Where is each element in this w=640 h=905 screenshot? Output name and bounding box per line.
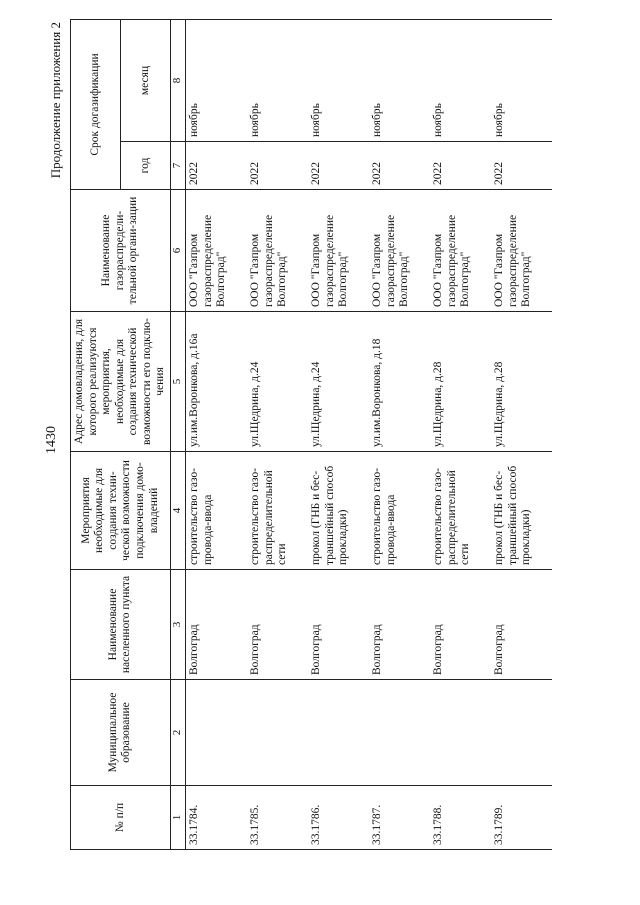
row-settlement: Волгоград bbox=[185, 570, 247, 680]
header-num: № п/п bbox=[71, 786, 171, 850]
header-year: год bbox=[120, 142, 170, 190]
row-org: ООО "Газпром газораспределение Волгоград" bbox=[247, 190, 308, 312]
row-address: ул.Щедрина, д.24 bbox=[308, 312, 369, 452]
row-settlement: Волгоград bbox=[491, 570, 552, 680]
column-number: 8 bbox=[170, 20, 185, 142]
row-month: ноябрь bbox=[369, 20, 430, 142]
table-row bbox=[308, 20, 369, 850]
row-year: 2022 bbox=[369, 142, 430, 190]
row-num: 33.1785. bbox=[247, 786, 308, 850]
row-org: ООО "Газпром газораспределение Волгоград" bbox=[308, 190, 369, 312]
table-row bbox=[491, 20, 552, 850]
table-row bbox=[247, 20, 308, 850]
row-month: ноябрь bbox=[185, 20, 247, 142]
row-num: 33.1787. bbox=[369, 786, 430, 850]
page-header bbox=[40, 20, 70, 850]
row-year: 2022 bbox=[491, 142, 552, 190]
column-number-row bbox=[170, 20, 185, 850]
page-number: 1430 bbox=[44, 426, 59, 454]
row-address: ул.Щедрина, д.24 bbox=[247, 312, 308, 452]
rotated-document bbox=[40, 20, 630, 850]
column-number: 3 bbox=[170, 570, 185, 680]
row-settlement: Волгоград bbox=[308, 570, 369, 680]
row-settlement: Волгоград bbox=[369, 570, 430, 680]
row-municipality bbox=[369, 680, 430, 786]
column-number: 5 bbox=[170, 312, 185, 452]
row-measure: строительство газо-распределительной сети bbox=[247, 452, 308, 570]
row-municipality bbox=[430, 680, 491, 786]
row-num: 33.1788. bbox=[430, 786, 491, 850]
row-municipality bbox=[185, 680, 247, 786]
header-settlement: Наименование населенного пункта bbox=[71, 570, 171, 680]
row-num: 33.1784. bbox=[185, 786, 247, 850]
row-month: ноябрь bbox=[308, 20, 369, 142]
row-measure: строительство газо-распределительной сети bbox=[430, 452, 491, 570]
row-address: ул.им.Воронкова, д.16а bbox=[185, 312, 247, 452]
row-year: 2022 bbox=[185, 142, 247, 190]
row-address: ул.им.Воронкова, д.18 bbox=[369, 312, 430, 452]
column-number: 4 bbox=[170, 452, 185, 570]
row-num: 33.1789. bbox=[491, 786, 552, 850]
gasification-table bbox=[70, 19, 552, 850]
row-month: ноябрь bbox=[491, 20, 552, 142]
header-measures: Мероприятия необходимые для создания техни-ческой возможности подключения домо-владений bbox=[71, 452, 171, 570]
header-month: месяц bbox=[120, 20, 170, 142]
column-number: 7 bbox=[170, 142, 185, 190]
row-org: ООО "Газпром газораспределение Волгоград" bbox=[491, 190, 552, 312]
header-term: Срок догазификации bbox=[71, 20, 121, 190]
row-municipality bbox=[247, 680, 308, 786]
table-row bbox=[185, 20, 247, 850]
row-month: ноябрь bbox=[430, 20, 491, 142]
row-address: ул.Щедрина, д.28 bbox=[430, 312, 491, 452]
header-address: Адрес домовладения, для которого реализуются мероприятия, необходимые для создания технической возможности его подклю-чения bbox=[71, 312, 171, 452]
row-settlement: Волгоград bbox=[247, 570, 308, 680]
row-measure: строительство газо-провода-ввода bbox=[185, 452, 247, 570]
row-measure: прокол (ГНБ и бес-траншейный способ прокладки) bbox=[308, 452, 369, 570]
continuation-note: Продолжение приложения 2 bbox=[48, 22, 63, 179]
row-address: ул.Щедрина, д.28 bbox=[491, 312, 552, 452]
header-municipality: Муниципальное образование bbox=[71, 680, 171, 786]
row-municipality bbox=[491, 680, 552, 786]
row-org: ООО "Газпром газораспределение Волгоград" bbox=[430, 190, 491, 312]
row-municipality bbox=[308, 680, 369, 786]
column-number: 1 bbox=[170, 786, 185, 850]
column-number: 2 bbox=[170, 680, 185, 786]
row-measure: прокол (ГНБ и бес-траншейный способ прокладки) bbox=[491, 452, 552, 570]
row-year: 2022 bbox=[308, 142, 369, 190]
table-row bbox=[430, 20, 491, 850]
table-row bbox=[369, 20, 430, 850]
row-year: 2022 bbox=[247, 142, 308, 190]
row-year: 2022 bbox=[430, 142, 491, 190]
column-number: 6 bbox=[170, 190, 185, 312]
row-month: ноябрь bbox=[247, 20, 308, 142]
row-num: 33.1786. bbox=[308, 786, 369, 850]
header-org: Наименование газораспредели-тельной органи-зации bbox=[71, 190, 171, 312]
row-org: ООО "Газпром газораспределение Волгоград" bbox=[369, 190, 430, 312]
row-measure: строительство газо-провода-ввода bbox=[369, 452, 430, 570]
row-org: ООО "Газпром газораспределение Волгоград" bbox=[185, 190, 247, 312]
row-settlement: Волгоград bbox=[430, 570, 491, 680]
